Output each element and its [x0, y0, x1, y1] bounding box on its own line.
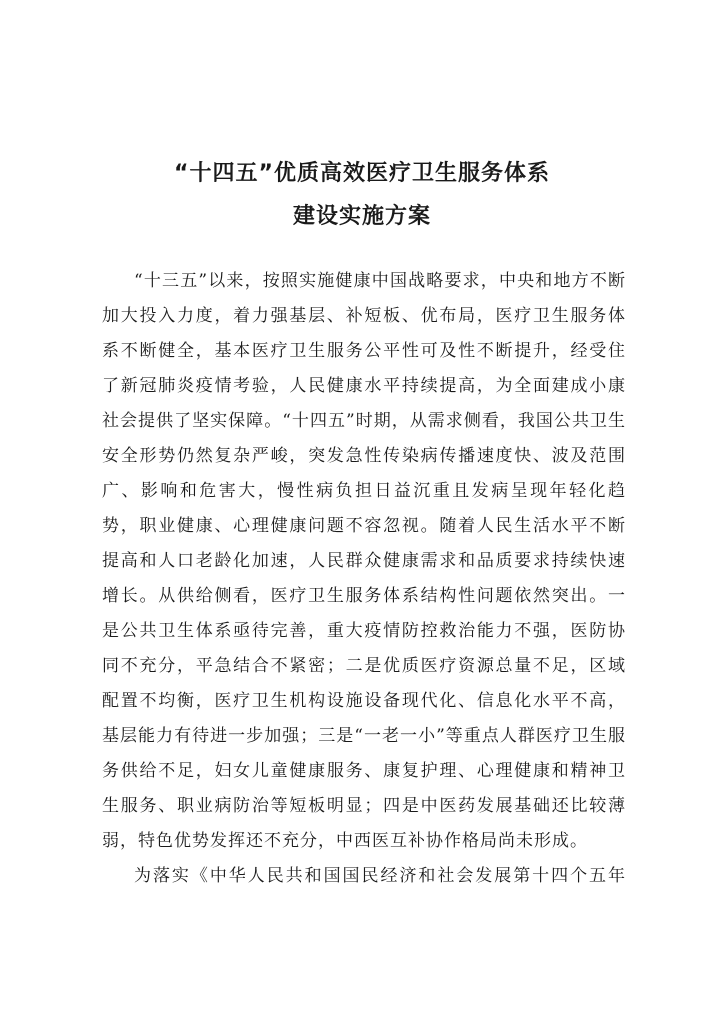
- paragraph-1-line-13: 配置不均衡，医疗卫生机构设施设备现代化、信息化水平不高，: [102, 691, 626, 711]
- paragraph-1-line-11: 是公共卫生体系亟待完善，重大疫情防控救治能力不强，医防协: [102, 621, 626, 641]
- paragraph-1-line-6: 安全形势仍然复杂严峻，突发急性传染病传播速度快、波及范围: [102, 446, 626, 466]
- document-title-line-1: “十四五”优质高效医疗卫生服务体系: [174, 161, 550, 186]
- paragraph-1-line-17: 弱，特色优势发挥还不充分，中西医互补协作格局尚未形成。: [102, 831, 588, 851]
- paragraph-1-line-2: 加大投入力度，着力强基层、补短板、优布局，医疗卫生服务体: [102, 306, 626, 326]
- paragraph-1-line-14: 基层能力有待进一步加强；三是“一老一小”等重点人群医疗卫生服: [102, 726, 626, 746]
- paragraph-1-line-5: 社会提供了坚实保障。“十四五”时期，从需求侧看，我国公共卫生: [102, 411, 626, 431]
- document-title-line-2: 建设实施方案: [292, 204, 431, 229]
- paragraph-1-line-8: 势，职业健康、心理健康问题不容忽视。随着人民生活水平不断: [102, 516, 626, 536]
- paragraph-1-line-15: 务供给不足，妇女儿童健康服务、康复护理、心理健康和精神卫: [102, 761, 626, 781]
- paragraph-1-line-10: 增长。从供给侧看，医疗卫生服务体系结构性问题依然突出。一: [102, 586, 626, 606]
- paragraph-1-line-16: 生服务、职业病防治等短板明显；四是中医药发展基础还比较薄: [102, 796, 626, 816]
- paragraph-1-line-1: “十三五”以来，按照实施健康中国战略要求，中央和地方不断: [134, 271, 626, 291]
- paragraph-1-line-9: 提高和人口老龄化加速，人民群众健康需求和品质要求持续快速: [102, 551, 626, 571]
- paragraph-2-line-1: 为落实《中华人民共和国国民经济和社会发展第十四个五年: [134, 866, 626, 886]
- paragraph-1-line-3: 系不断健全，基本医疗卫生服务公平性可及性不断提升，经受住: [102, 341, 626, 361]
- paragraph-1-line-7: 广、影响和危害大，慢性病负担日益沉重且发病呈现年轻化趋: [102, 481, 626, 501]
- paragraph-1-line-4: 了新冠肺炎疫情考验，人民健康水平持续提高，为全面建成小康: [102, 376, 626, 396]
- paragraph-1-line-12: 同不充分，平急结合不紧密；二是优质医疗资源总量不足，区域: [102, 656, 626, 676]
